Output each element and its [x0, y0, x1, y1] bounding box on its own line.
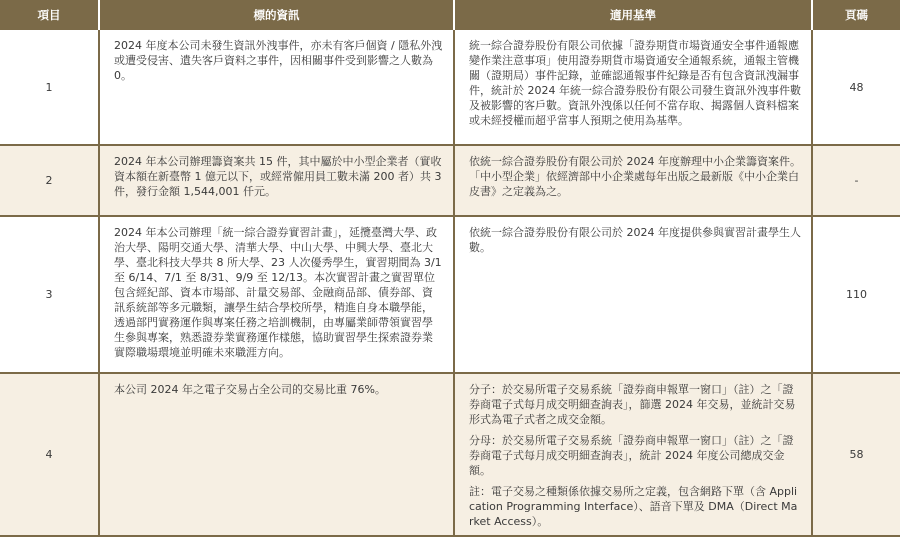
header-page: 頁碼 — [812, 0, 900, 30]
info-cell: 2024 年本公司辦理籌資案共 15 件，其中屬於中小型企業者（實收資本額在新臺幣 1 億元以下，或經常僱用員工數未滿 200 者）共 3 件，發行金額 1,544,001 仟元。 — [99, 145, 454, 216]
criteria-cell — [454, 373, 812, 536]
header-info: 標的資訊 — [99, 0, 454, 30]
table-row — [0, 216, 900, 373]
item-cell: 4 — [0, 373, 99, 536]
table-row — [0, 373, 900, 536]
header-criteria: 適用基準 — [454, 0, 812, 30]
criteria-paragraph-denominator: 分母：於交易所電子交易系統「證券商申報單一窗口」（註）之「證券商電子式每月成交明細查詢表」，統計 2024 年度公司總成交金額。 — [469, 434, 794, 477]
info-cell: 2024 年本公司辦理「統一綜合證券實習計畫」，延攬臺灣大學、政治大學、陽明交通大學、清華大學、中山大學、中興大學、臺北大學、臺北科技大學共 8 所大學、23 人次優秀學生，實習期間為 3/1 至 6/14、7/1 至 8/31、9/9 至 12/13。本次實習計畫之實習單位包含經紀部、資本市場部、計量交易部、金融商品部、債券部、資訊系統部等多元職類，讓學生結合學校所學，精進自身本職學能，透過部門實務運作與專案任務之培訓機制，由專屬業師帶領實習學生參與專案，熟悉證券業實務運作樣態，協助實習學生探索證券業實際職場環境並明確未來職涯方向。 — [99, 216, 454, 373]
table-row — [0, 145, 900, 216]
criteria-paragraph-note: 註：電子交易之種類係依據交易所之定義，包含網路下單（含 Application Programming Interface）、語音下單及 DMA（Direct Market Access）。 — [469, 485, 798, 528]
table-header — [0, 0, 900, 30]
criteria-paragraph: 依統一綜合證券股份有限公司於 2024 年度辦理中小企業籌資案件。「中小型企業」依經濟部中小企業處每年出版之最新版《中小企業白皮書》之定義為之。 — [469, 155, 801, 198]
header-item: 項目 — [0, 0, 99, 30]
item-cell: 2 — [0, 145, 99, 216]
item-cell: 3 — [0, 216, 99, 373]
criteria-cell — [454, 216, 812, 373]
page-cell: 110 — [812, 216, 900, 373]
criteria-cell — [454, 145, 812, 216]
page-cell: - — [812, 145, 900, 216]
criteria-paragraph: 統一綜合證券股份有限公司依據「證券期貨市場資通安全事件通報應變作業注意事項」使用證券期貨市場資通安全通報系統，通報主管機關（證期局）事件記錄，並確認通報事件紀錄是否有包含資訊洩漏事件，統計於 2024 年統一綜合證券股份有限公司發生資訊外洩事件數及被影響的客戶數。資訊外洩係以任何不當存取、揭露個人資料檔案或未經授權而超乎當事人預期之使用為基準。 — [469, 39, 801, 127]
table-row — [0, 30, 900, 145]
item-cell: 1 — [0, 30, 99, 145]
page-cell: 58 — [812, 373, 900, 536]
page-cell: 48 — [812, 30, 900, 145]
criteria-paragraph-numerator: 分子：於交易所電子交易系統「證券商申報單一窗口」（註）之「證券商電子式每月成交明細查詢表」，篩選 2024 年交易，並統計交易形式為電子式者之成交金額。 — [469, 383, 796, 426]
table-body — [0, 30, 900, 536]
criteria-paragraph: 依統一綜合證券股份有限公司於 2024 年度提供參與實習計畫學生人數。 — [469, 226, 801, 254]
criteria-cell — [454, 30, 812, 145]
info-cell: 2024 年度本公司未發生資訊外洩事件，亦未有客戶個資 / 隱私外洩或遭受侵害、遺失客戶資料之事件，因相關事件受到影響之人數為 0。 — [99, 30, 454, 145]
header-row — [0, 0, 900, 30]
info-cell: 本公司 2024 年之電子交易占全公司的交易比重 76%。 — [99, 373, 454, 536]
